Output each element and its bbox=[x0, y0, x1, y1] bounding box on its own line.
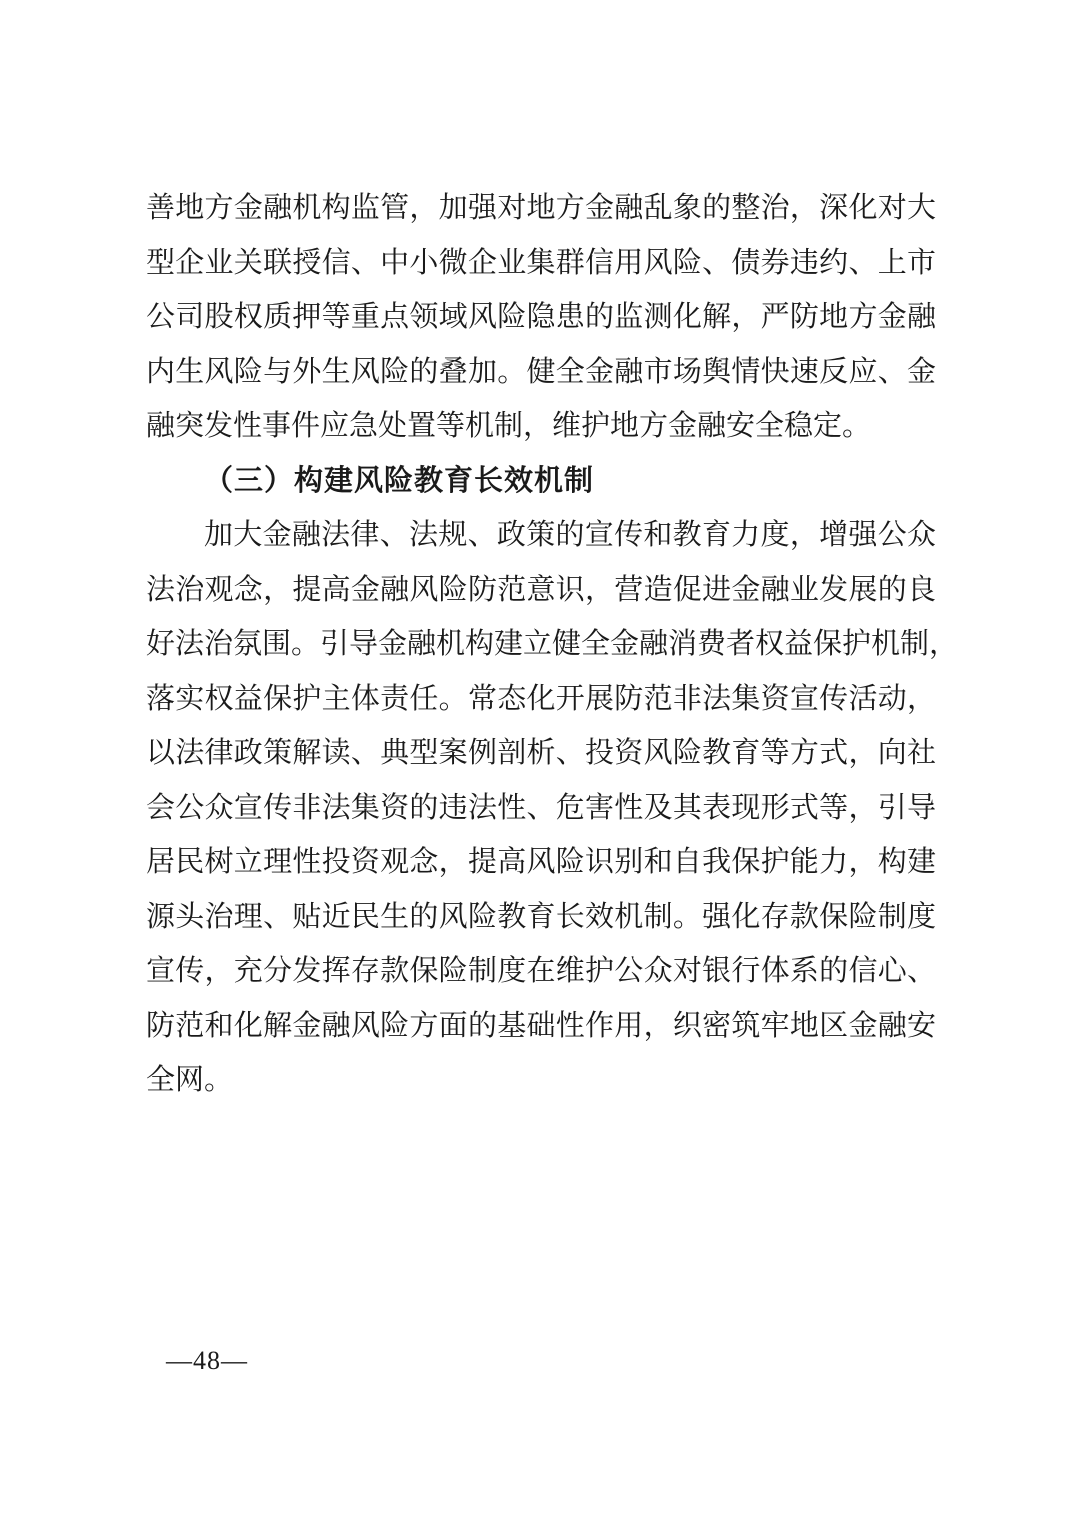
paragraph-line: 源头治理、贴近民生的风险教育长效机制。强化存款保险制度 bbox=[146, 898, 936, 933]
section-heading: （三）构建风险教育长效机制 bbox=[204, 462, 595, 497]
paragraph-line: 善地方金融机构监管，加强对地方金融乱象的整治，深化对大 bbox=[146, 190, 936, 224]
paragraph-line: 会公众宣传非法集资的违法性、危害性及其表现形式等，引导 bbox=[146, 789, 936, 824]
paragraph-line: 宣传，充分发挥存款保险制度在维护公众对银行体系的信心、 bbox=[146, 953, 936, 987]
paragraph-line: 融突发性事件应急处置等机制，维护地方金融安全稳定。 bbox=[146, 408, 872, 442]
paragraph-line: 全网。 bbox=[146, 1062, 234, 1096]
paragraph-line: 内生风险与外生风险的叠加。健全金融市场舆情快速反应、金 bbox=[146, 353, 936, 388]
page-number: —48— bbox=[166, 1346, 248, 1375]
paragraph-line: 落实权益保护主体责任。常态化开展防范非法集资宣传活动， bbox=[146, 680, 936, 715]
paragraph-line: 法治观念，提高金融风险防范意识，营造促进金融业发展的良 bbox=[146, 571, 936, 606]
paragraph-line: 型企业关联授信、中小微企业集群信用风险、债券违约、上市 bbox=[146, 244, 936, 279]
paragraph-line: 以法律政策解读、典型案例剖析、投资风险教育等方式，向社 bbox=[146, 735, 936, 769]
paragraph-line: 防范和化解金融风险方面的基础性作用，织密筑牢地区金融安 bbox=[146, 1007, 936, 1042]
paragraph-line: 加大金融法律、法规、政策的宣传和教育力度，增强公众 bbox=[204, 517, 936, 551]
paragraph-line: 公司股权质押等重点领域风险隐患的监测化解，严防地方金融 bbox=[146, 299, 936, 333]
paragraph-line: 居民树立理性投资观念，提高风险识别和自我保护能力，构建 bbox=[146, 844, 936, 878]
paragraph-line: 好法治氛围。引导金融机构建立健全金融消费者权益保护机制， bbox=[146, 626, 959, 660]
body-text bbox=[146, 180, 959, 1107]
